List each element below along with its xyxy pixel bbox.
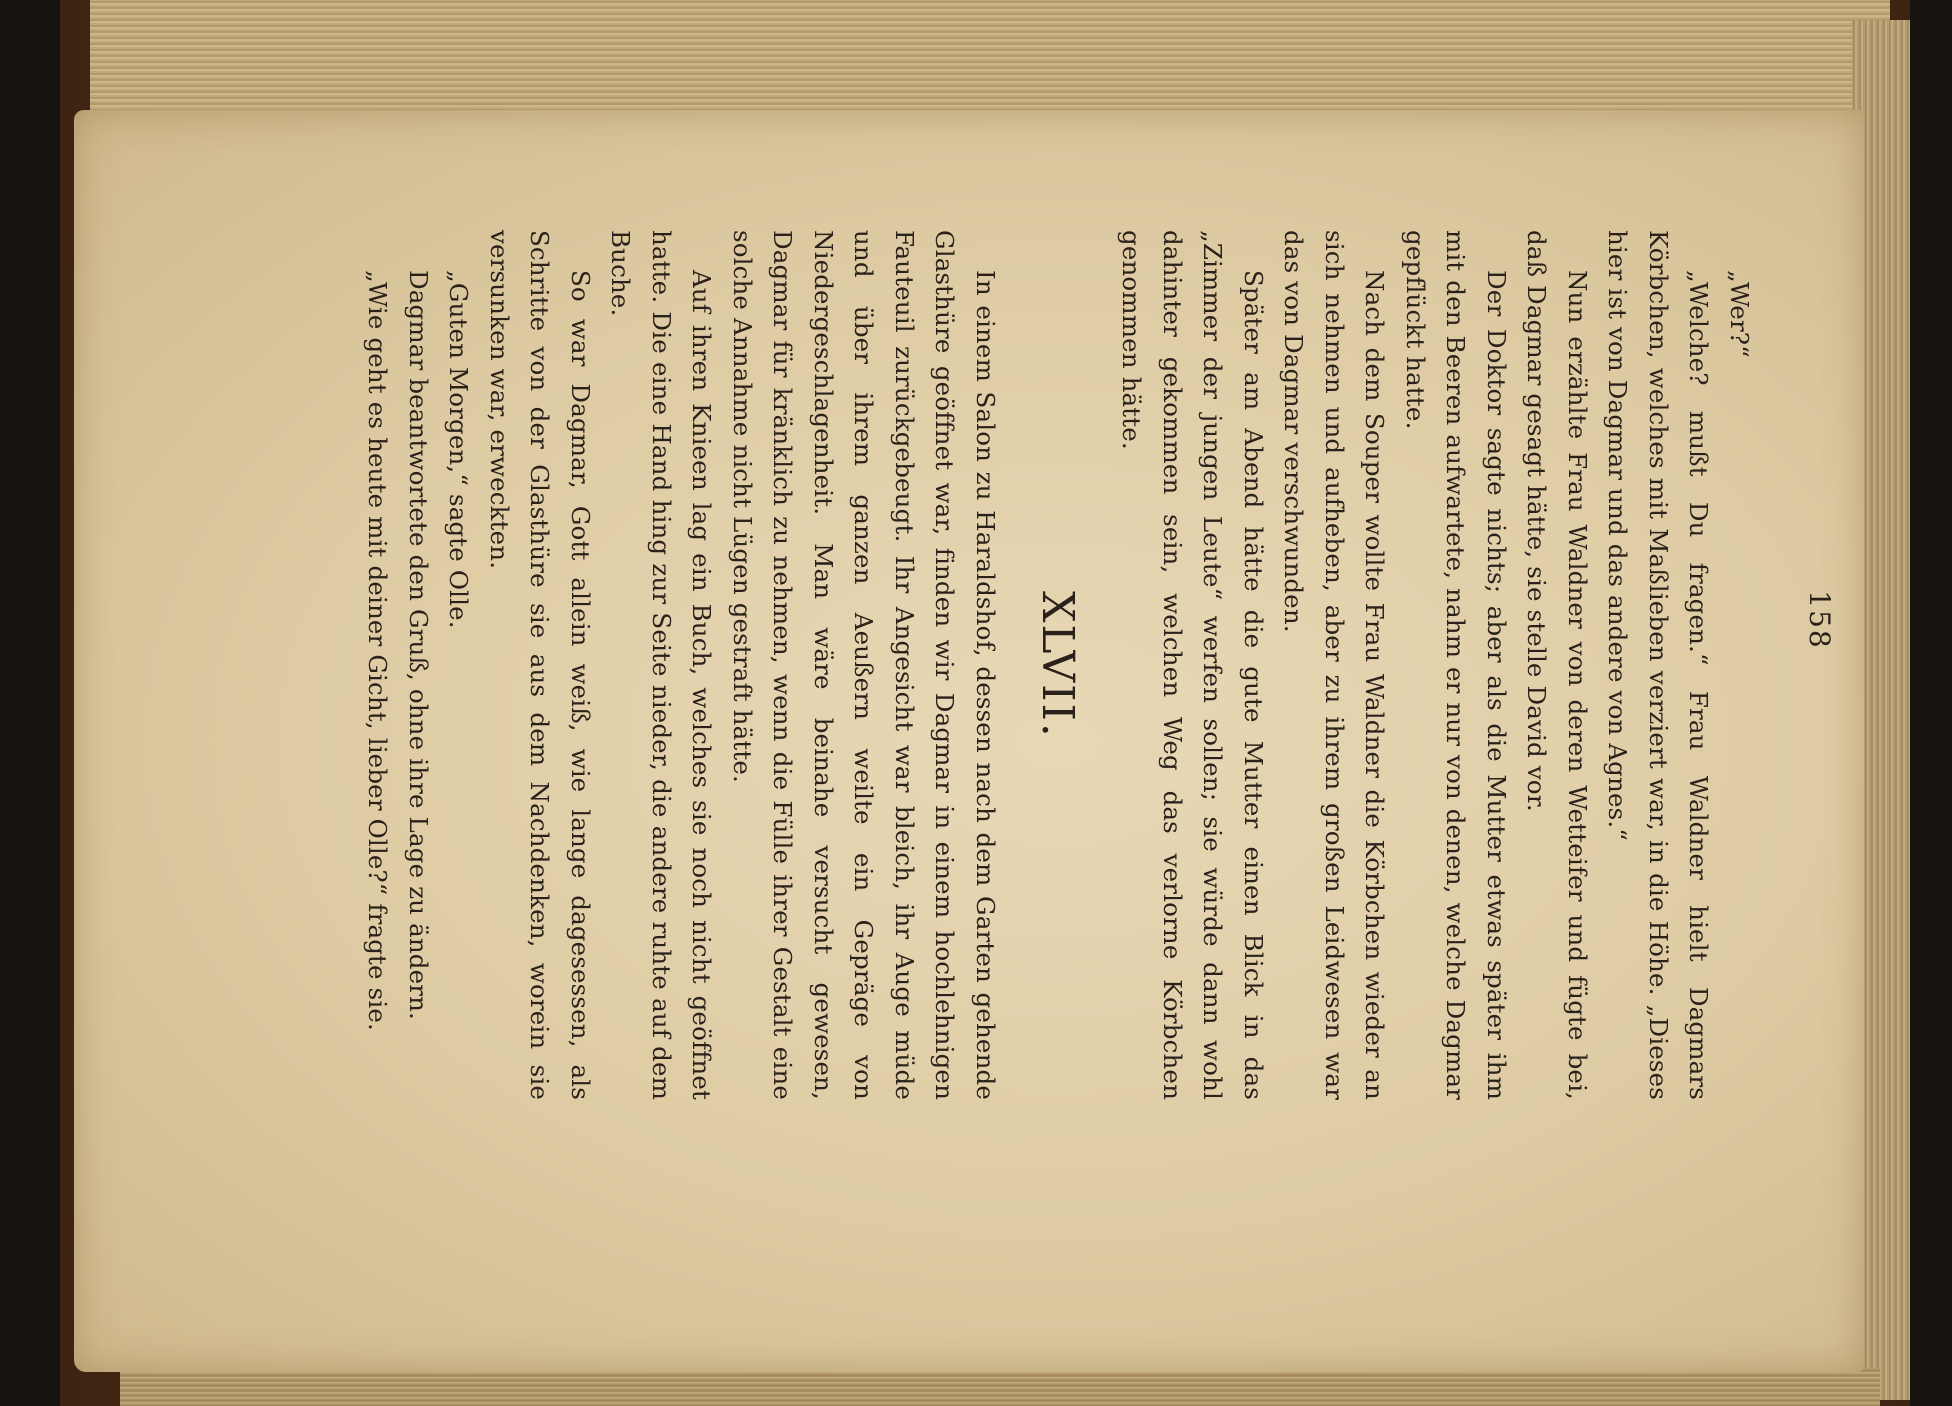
chapter-heading: XLVII. (1032, 591, 1083, 739)
book-bottom-edge (120, 1368, 1880, 1406)
book-page (74, 110, 1864, 1372)
paragraph: „Wie geht es heute mit deiner Gicht, lieber Olle?“ fragte sie. (363, 270, 393, 1031)
paragraph: Dagmar beantwortete den Gruß, ohne ihre Lage zu ändern. (404, 270, 433, 1020)
page-content (357, 230, 1759, 1100)
paragraph: Nach dem Souper wollte Frau Waldner die Körbchen wieder an sich nehmen und aufheben, aber zu ihrem großen Leidwesen war das von Dagmar verschwunden. (1279, 230, 1390, 1100)
paragraph: „Welche? mußt Du fragen.“ Frau Waldner hielt Dagmars Körbchen, welches mit Maßlieben verziert war, in die Höhe. „Dieses hier ist von Dagmar und das andere von Agnes.“ (1603, 230, 1714, 1100)
paragraph: Später am Abend hätte die gute Mutter einen Blick in das „Zimmer der jungen Leute“ werfen sollen; sie würde dann wohl dahinter gekommen sein, welchen Weg das verlorne Körbchen genommen hätte. (1117, 230, 1268, 1100)
paragraph: In einem Salon zu Haraldshof, dessen nach dem Garten gehende Glasthüre geöffnet war, finden wir Dagmar in einem hochlehnigen Fauteuil zurückgebeugt. Ihr Angesicht war bleich, ihr Auge müde und über ihrem ganzen Aeußern weilte ein Gepräge von Niedergeschlagenheit. Man wäre beinahe versucht gewesen, Dagmar für kränklich zu nehmen, wenn die Fülle ihrer Gestalt eine solche Annahme nicht Lügen gestraft hätte. (728, 230, 1000, 1100)
book-page-edges (90, 0, 1890, 127)
paragraph: Der Doktor sagte nichts; aber als die Mutter etwas später ihm mit den Beeren aufwartete, nahm er nur von denen, welche Dagmar gepflückt hatte. (1401, 230, 1511, 1100)
page-number: 158 (1803, 590, 1836, 650)
paragraph: „Guten Morgen,“ sagte Olle. (444, 270, 474, 629)
paragraph: Auf ihren Knieen lag ein Buch, welches sie noch nicht geöffnet hatte. Die eine Hand hing zur Seite nieder, die andere ruhte auf dem Buche. (606, 230, 717, 1100)
paragraph: So war Dagmar, Gott allein weiß, wie lange dagesessen, als Schritte von der Glasthüre sie aus dem Nachdenken, worein sie versunken war, erweckten. (485, 230, 595, 1100)
paragraph: Nun erzählte Frau Waldner von deren Wetteifer und fügte bei, daß Dagmar gesagt hätte, sie stelle David vor. (1522, 230, 1592, 1100)
paragraph: „Wer?“ (1725, 270, 1754, 358)
rotated-text-block (74, 120, 1864, 1120)
